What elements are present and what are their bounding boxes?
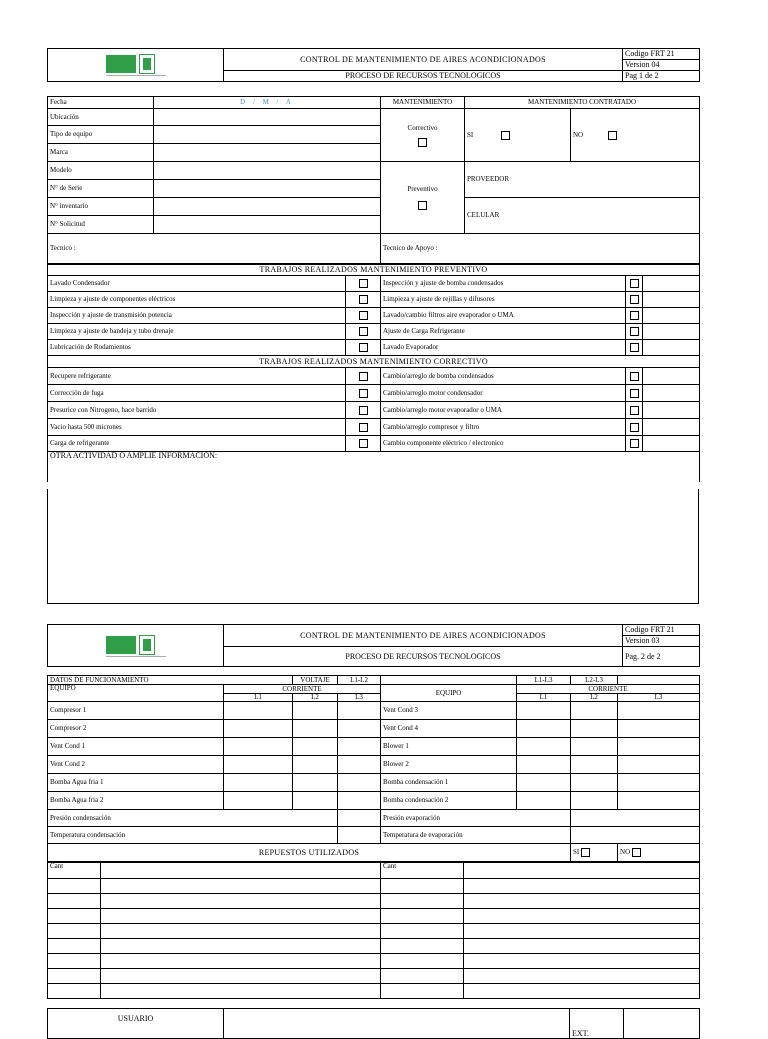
work-checkbox[interactable] <box>359 439 368 448</box>
equipment-row-label: Blower 1 <box>381 738 517 756</box>
page2-header <box>47 624 700 667</box>
field-label: N° inventario <box>48 198 154 216</box>
no-checkbox[interactable] <box>632 848 641 857</box>
l3-header: L3 <box>618 694 700 702</box>
codigo: Codigo FRT 21 <box>623 49 700 60</box>
version: Version 03 <box>623 636 700 647</box>
parts-cell[interactable] <box>464 969 700 984</box>
work-item: Lavado/cambio filtros aire evaporador o UMA <box>381 308 626 324</box>
parts-cell[interactable] <box>381 939 464 954</box>
form-page-2 <box>47 624 699 1039</box>
work-item: Ajuste de Carga Refrigerante <box>381 324 626 340</box>
no-label: NO <box>573 130 584 139</box>
work-item: Lubricación de Rodamientos <box>48 340 346 356</box>
l1l2-label: L1-L2 <box>338 676 381 685</box>
equipment-row-label: Bomba Agua fria 2 <box>48 792 224 810</box>
university-logo-icon <box>106 635 166 657</box>
work-item: Cambio componente eléctrico / electronico <box>381 436 626 452</box>
mantenimiento-contratado-label: MANTENIMIENTO CONTRATADO <box>465 97 700 109</box>
work-checkbox[interactable] <box>630 295 639 304</box>
l1-header: L1 <box>517 694 571 702</box>
equipo-header: EQUIPO <box>381 685 517 702</box>
field-label: Ubicación <box>48 109 154 126</box>
work-checkbox[interactable] <box>630 279 639 288</box>
si-label: SI <box>467 130 474 139</box>
parts-cell[interactable] <box>101 954 381 969</box>
work-item: Cambio/arreglo motor condensador <box>381 385 626 402</box>
work-checkbox[interactable] <box>359 327 368 336</box>
tecnico-apoyo-field[interactable]: Tecnico de Apoyo : <box>381 234 700 264</box>
parts-cell[interactable] <box>381 879 464 894</box>
parts-cell[interactable] <box>101 969 381 984</box>
field-label: N° de Serie <box>48 180 154 198</box>
parts-cell[interactable] <box>48 939 101 954</box>
equipment-row-label: Blower 2 <box>381 756 517 774</box>
work-item: Inspección y ajuste de bomba condensados <box>381 276 626 292</box>
work-item: Corrección de fuga <box>48 385 346 402</box>
parts-cell[interactable] <box>464 879 700 894</box>
equipment-row-label: Bomba Agua fria 1 <box>48 774 224 792</box>
parts-cell[interactable] <box>464 984 700 999</box>
parts-cell[interactable] <box>48 954 101 969</box>
work-checkbox[interactable] <box>359 311 368 320</box>
work-checkbox[interactable] <box>359 406 368 415</box>
page1-bottom-box <box>47 489 699 604</box>
work-item: Limpieza y ajuste de rejillas y difusores <box>381 292 626 308</box>
l1-header: L1 <box>224 694 293 702</box>
presion-condensacion-label: Presión condensación <box>48 810 338 827</box>
work-checkbox[interactable] <box>359 372 368 381</box>
preventivo-checkbox[interactable] <box>418 201 427 210</box>
ubicacion-input[interactable] <box>154 109 381 126</box>
page1-header <box>47 48 700 82</box>
tecnico-field[interactable]: Tecnico : <box>48 234 381 264</box>
work-checkbox[interactable] <box>630 406 639 415</box>
operating-data <box>47 675 700 862</box>
work-checkbox[interactable] <box>359 343 368 352</box>
temp-condensacion-label: Temperatura condensación <box>48 827 338 844</box>
parts-cell[interactable] <box>101 879 381 894</box>
work-item: Recupere refrigerante <box>48 368 346 385</box>
parts-cell[interactable] <box>381 924 464 939</box>
parts-cell[interactable] <box>101 939 381 954</box>
l2l3-label: L2-L3 <box>571 676 618 685</box>
corriente-header: CORRIENTE <box>224 685 381 694</box>
work-checkbox[interactable] <box>630 343 639 352</box>
work-checkbox[interactable] <box>359 423 368 432</box>
work-item: Cambio/arreglo compresor y filtro <box>381 419 626 436</box>
ext-label: EXT. <box>570 1009 624 1039</box>
form-title: CONTROL DE MANTENIMIENTO DE AIRES ACONDICIONADOS <box>224 49 623 71</box>
version: Version 04 <box>623 60 700 71</box>
parts-cell[interactable] <box>464 909 700 924</box>
work-item: Limpieza y ajuste de bandeja y tubo drenaje <box>48 324 346 340</box>
correctivo-section-title: TRABAJOS REALIZADOS MANTENIMIENTO CORRECTIVO <box>48 356 700 368</box>
form-subtitle: PROCESO DE RECURSOS TECNOLOGICOS <box>224 71 623 82</box>
parts-cell[interactable] <box>381 909 464 924</box>
work-item: Vacio hasta 500 micrones <box>48 419 346 436</box>
equipment-row-label: Compresor 1 <box>48 702 224 720</box>
parts-cell[interactable] <box>381 984 464 999</box>
solicitud-input[interactable] <box>154 216 381 234</box>
work-checkbox[interactable] <box>630 311 639 320</box>
mantenimiento-label: MANTENIMIENTO <box>381 97 465 109</box>
date-input[interactable]: D / M / A <box>240 98 294 106</box>
l1l3-label: L1-L3 <box>517 676 571 685</box>
parts-cell[interactable] <box>48 924 101 939</box>
work-checkbox[interactable] <box>630 389 639 398</box>
field-label: Tipo de equipo <box>48 126 154 144</box>
no-checkbox[interactable] <box>608 131 617 140</box>
form-subtitle: PROCESO DE RECURSOS TECNOLOGICOS <box>224 647 623 667</box>
preventivo-section-title: TRABAJOS REALIZADOS MANTENIMIENTO PREVENTIVO <box>48 265 700 276</box>
equipo-header: EQUIPO <box>48 685 224 702</box>
work-checkbox[interactable] <box>359 279 368 288</box>
datos-funcionamiento-label: DATOS DE FUNCIONAMIENTO <box>48 676 293 685</box>
equipment-row-label: Compresor 2 <box>48 720 224 738</box>
equipment-info <box>47 96 700 264</box>
parts-cell[interactable] <box>381 894 464 909</box>
corriente-header: CORRIENTE <box>517 685 700 694</box>
parts-cell[interactable] <box>48 894 101 909</box>
field-label: Fecha <box>48 97 154 109</box>
preventivo-label: Preventivo <box>407 184 438 193</box>
parts-cell[interactable] <box>48 879 101 894</box>
equipment-row-label: Vent Cond 1 <box>48 738 224 756</box>
inventario-input[interactable] <box>154 198 381 216</box>
temp-evaporacion-label: Temperatura de evaporación <box>381 827 571 844</box>
usuario-label: USUARIO <box>48 1009 224 1039</box>
cant-header: Cant <box>48 863 101 879</box>
work-item: Lavado Condensador <box>48 276 346 292</box>
form-page-1 <box>47 48 699 482</box>
equipment-row-label: Bomba condensación 2 <box>381 792 517 810</box>
logo <box>48 49 224 82</box>
parts-cell[interactable] <box>101 909 381 924</box>
work-item: Inspección y ajuste de transmisión potencia <box>48 308 346 324</box>
work-checkbox[interactable] <box>359 295 368 304</box>
serie-input[interactable] <box>154 180 381 198</box>
otra-actividad-field[interactable]: OTRA ACTIVIDAD O AMPLIE INFORMACION: <box>48 452 700 482</box>
work-item: Lavado Evaporador <box>381 340 626 356</box>
no-label: NO <box>620 848 631 857</box>
repuestos-title: REPUESTOS UTILIZADOS <box>48 844 571 862</box>
university-logo-icon <box>106 54 166 76</box>
work-item: Limpieza y ajuste de componentes eléctricos <box>48 292 346 308</box>
l2-header: L2 <box>571 694 618 702</box>
codigo: Codigo FRT 21 <box>623 625 700 636</box>
modelo-input[interactable] <box>154 162 381 180</box>
celular-field[interactable]: CELULAR <box>465 198 700 234</box>
parts-table <box>47 862 700 999</box>
page-number: Pag. 2 de 2 <box>623 647 700 667</box>
equipment-row-label: Vent Cond 4 <box>381 720 517 738</box>
work-item: Presurice con Nitrogeno, hace barrido <box>48 402 346 419</box>
parts-cell[interactable] <box>48 969 101 984</box>
proveedor-field[interactable]: PROVEEDOR <box>465 162 700 198</box>
cant-header: Cant <box>381 863 464 879</box>
correctivo-label: Correctivo <box>407 124 438 132</box>
si-checkbox[interactable] <box>501 131 510 140</box>
si-label: SI <box>573 848 580 857</box>
page-number: Pag 1 de 2 <box>623 71 700 82</box>
parts-cell[interactable] <box>48 984 101 999</box>
parts-cell[interactable] <box>101 924 381 939</box>
work-checkbox[interactable] <box>630 423 639 432</box>
logo <box>48 625 224 667</box>
work-item: Cambio/arreglo de bomba condensados <box>381 368 626 385</box>
form-title: CONTROL DE MANTENIMIENTO DE AIRES ACONDICIONADOS <box>224 625 623 647</box>
field-label: Marca <box>48 144 154 162</box>
work-item: Cambio/arreglo motor evaporador o UMA <box>381 402 626 419</box>
voltaje-label: VOLTAJE <box>293 676 338 685</box>
l3-header: L3 <box>338 694 381 702</box>
preventive-works <box>47 264 700 482</box>
parts-cell[interactable] <box>464 894 700 909</box>
work-checkbox[interactable] <box>630 439 639 448</box>
work-item: Carga de refrigerante <box>48 436 346 452</box>
correctivo-checkbox[interactable] <box>418 138 427 147</box>
parts-cell[interactable] <box>381 954 464 969</box>
parts-cell[interactable] <box>101 984 381 999</box>
work-checkbox[interactable] <box>359 389 368 398</box>
equipment-row-label: Vent Cond 2 <box>48 756 224 774</box>
marca-input[interactable] <box>154 144 381 162</box>
parts-cell[interactable] <box>464 954 700 969</box>
work-checkbox[interactable] <box>630 327 639 336</box>
parts-cell[interactable] <box>48 909 101 924</box>
equipment-row-label: Bomba condensación 1 <box>381 774 517 792</box>
tipo-equipo-input[interactable] <box>154 126 381 144</box>
parts-cell[interactable] <box>101 894 381 909</box>
parts-cell[interactable] <box>464 939 700 954</box>
presion-evaporacion-label: Presión evaporación <box>381 810 571 827</box>
equipment-row-label: Vent Cond 3 <box>381 702 517 720</box>
l2-header: L2 <box>293 694 338 702</box>
work-checkbox[interactable] <box>630 372 639 381</box>
field-label: N° Solicitud <box>48 216 154 234</box>
parts-cell[interactable] <box>464 924 700 939</box>
si-checkbox[interactable] <box>581 848 590 857</box>
parts-cell[interactable] <box>381 969 464 984</box>
field-label: Modelo <box>48 162 154 180</box>
